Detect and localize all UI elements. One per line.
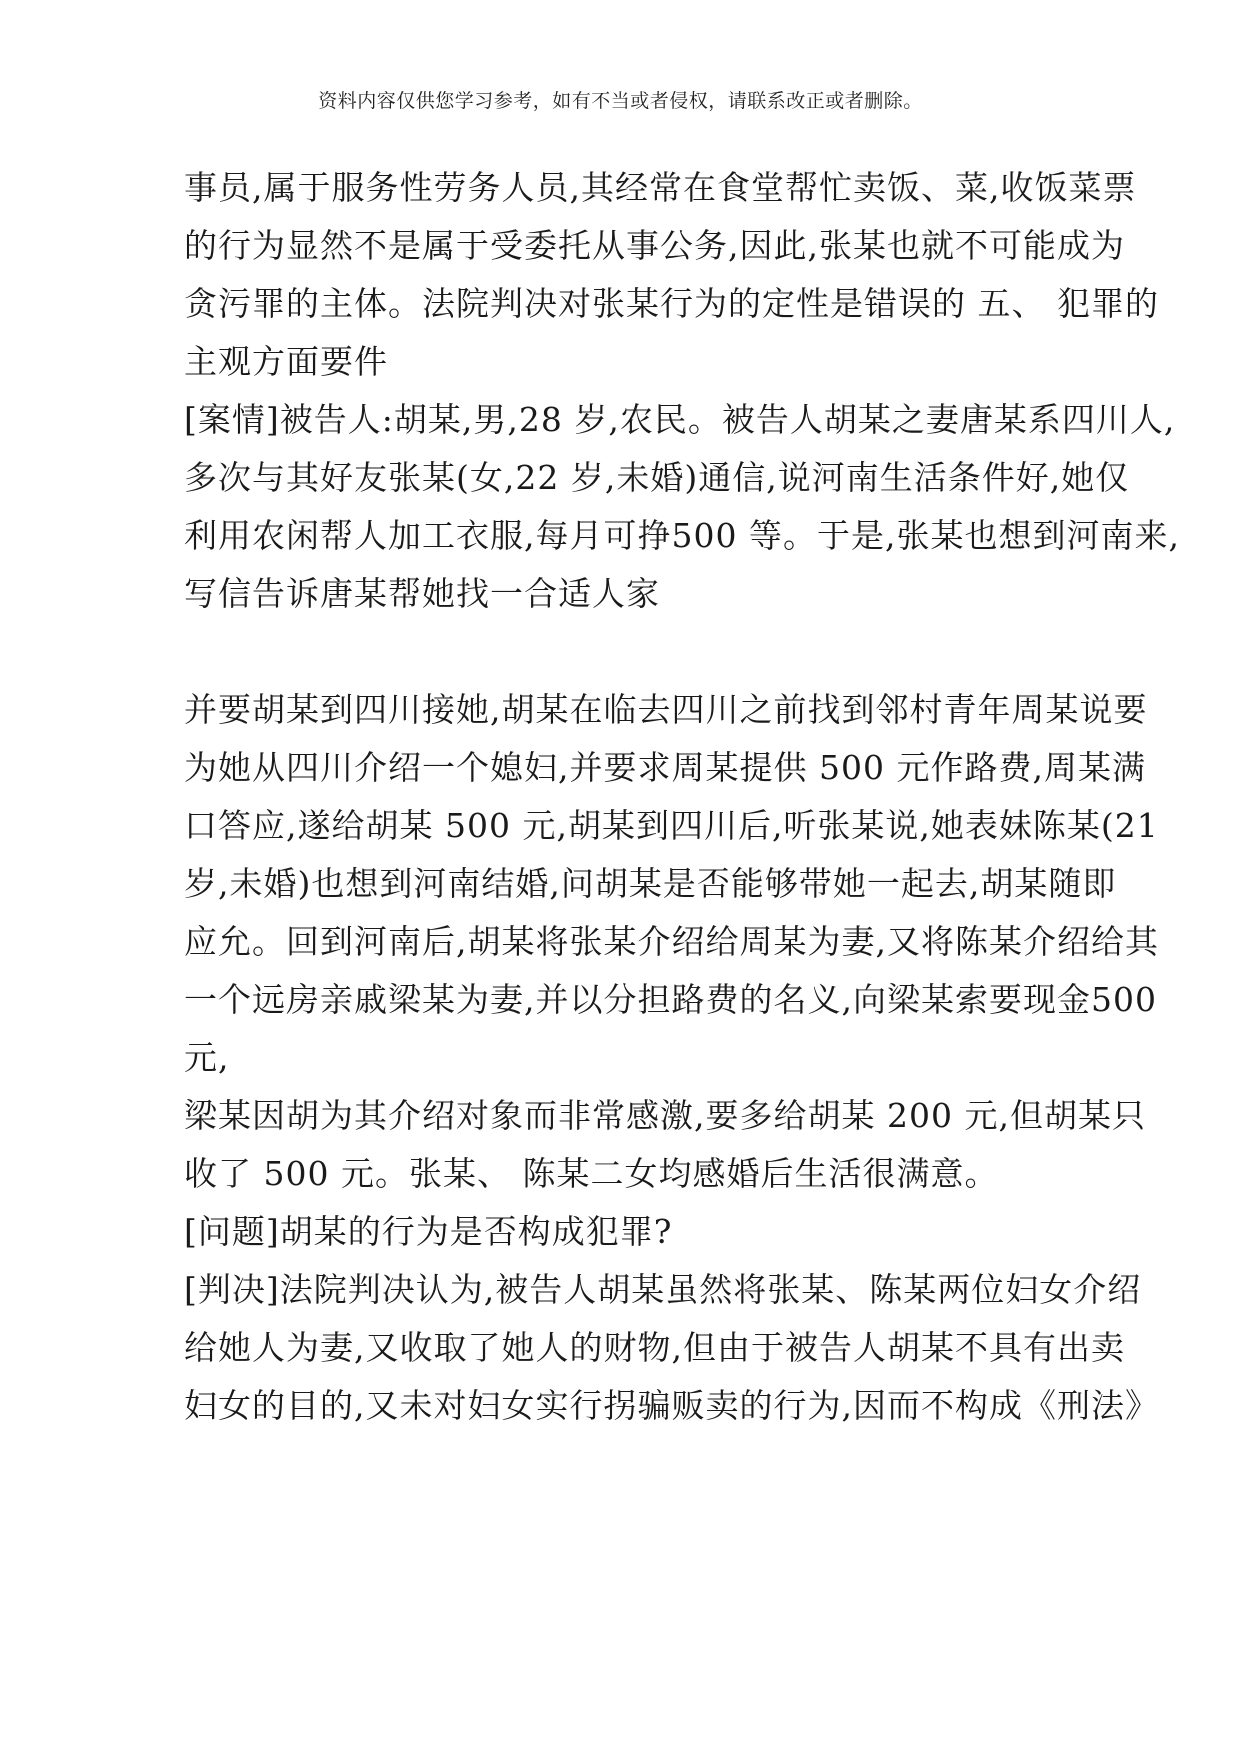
text-line: 一个远房亲戚梁某为妻,并以分担路费的名义,向梁某索要现金500 — [184, 980, 1157, 1019]
paragraph-gap — [184, 623, 1074, 681]
document-body — [184, 159, 1180, 1435]
text-line: 元, — [184, 1038, 230, 1077]
text-line: 给她人为妻,又收取了她人的财物,但由于被告人胡某不具有出卖 — [184, 1328, 1125, 1367]
text-line: [案情]被告人:胡某,男,28 岁,农民。被告人胡某之妻唐某系四川人, — [184, 400, 1176, 439]
text-line: 多次与其好友张某(女,22 岁,未婚)通信,说河南生活条件好,她仅 — [184, 458, 1130, 497]
text-line: 岁,未婚)也想到河南结婚,问胡某是否能够带她一起去,胡某随即 — [184, 864, 1117, 903]
text-line: 妇女的目的,又未对妇女实行拐骗贩卖的行为,因而不构成《刑法》 — [184, 1386, 1159, 1425]
text-line: 梁某因胡为其介绍对象而非常感激,要多给胡某 200 元,但胡某只 — [184, 1096, 1146, 1135]
text-line: 的行为显然不是属于受委托从事公务,因此,张某也就不可能成为 — [184, 226, 1125, 265]
text-line: 口答应,遂给胡某 500 元,胡某到四川后,听张某说,她表妹陈某(21 — [184, 806, 1159, 845]
text-line: 为她从四川介绍一个媳妇,并要求周某提供 500 元作路费,周某满 — [184, 748, 1146, 787]
text-line: 利用农闲帮人加工衣服,每月可挣500 等。于是,张某也想到河南来, — [184, 516, 1180, 555]
text-line: 贪污罪的主体。法院判决对张某行为的定性是错误的 五、 犯罪的 — [184, 284, 1159, 323]
text-line: 事员,属于服务性劳务人员,其经常在食堂帮忙卖饭、菜,收饭菜票 — [184, 168, 1137, 207]
text-line: [判决]法院判决认为,被告人胡某虽然将张某、陈某两位妇女介绍 — [184, 1270, 1142, 1309]
text-line: 收了 500 元。张某、 陈某二女均感婚后生活很满意。 — [184, 1154, 999, 1193]
text-line: 并要胡某到四川接她,胡某在临去四川之前找到邻村青年周某说要 — [184, 690, 1148, 729]
text-line: 主观方面要件 — [184, 342, 388, 381]
header-disclaimer: 资料内容仅供您学习参考，如有不当或者侵权，请联系改正或者删除。 — [318, 90, 923, 112]
text-line: 写信告诉唐某帮她找一合适人家 — [184, 574, 660, 613]
text-line: [问题]胡某的行为是否构成犯罪? — [184, 1212, 673, 1251]
text-line: 应允。回到河南后,胡某将张某介绍给周某为妻,又将陈某介绍给其 — [184, 922, 1159, 961]
